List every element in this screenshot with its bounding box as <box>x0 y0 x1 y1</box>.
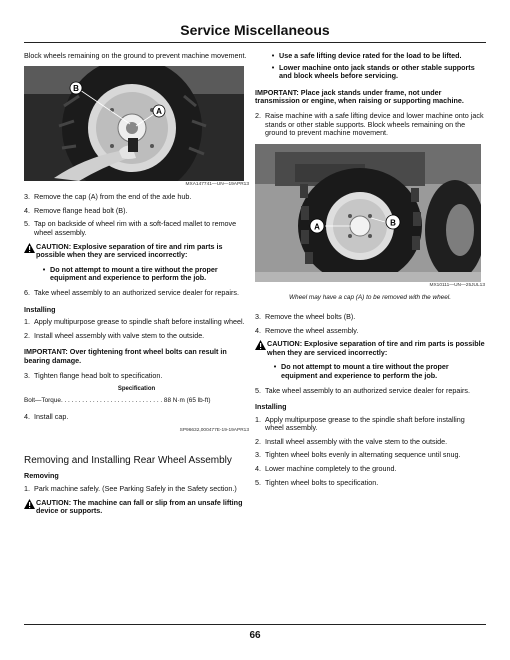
header-rule <box>24 42 486 43</box>
caution-bullet: • Do not attempt to mount a tire without the proper equipment and experience to perform the job. <box>273 362 449 380</box>
list-item: 2. Install wheel assembly with the valve stem to the outside. <box>255 436 448 446</box>
caution-block <box>255 340 485 357</box>
safety-bullet: • Lower machine onto jack stands or other stable supports and block wheels before servicing. <box>271 62 475 81</box>
removing-heading: Removing <box>24 471 59 481</box>
list-item: 3. Tighten flange head bolt to specification. <box>24 370 163 380</box>
list-item: 4. Install cap. <box>24 412 69 422</box>
photo2-caption: Wheel may have a cap (A) to be removed with the wheel. <box>289 294 451 302</box>
list-item: 4. Lower machine completely to the ground. <box>255 464 397 474</box>
photo1-reference: MXA147741—UN—19APR13 <box>185 181 249 187</box>
right-column <box>255 52 485 492</box>
list-item: 4. Remove the wheel assembly. <box>255 325 359 335</box>
list-item: 4. Remove flange head bolt (B). <box>24 205 128 215</box>
list-item: 3. Remove the wheel bolts (B). <box>255 311 356 321</box>
footer-rule <box>24 624 486 625</box>
list-item: 3. Remove the cap (A) from the end of the axle hub. <box>24 192 192 202</box>
section-title: Removing and Installing Rear Wheel Assembly <box>24 455 232 467</box>
page-number: 66 <box>249 630 261 641</box>
list-item: 2. Install wheel assembly with valve stem to the outside. <box>24 330 205 340</box>
caution-text: CAUTION: Explosive separation of tire and rim parts is possible when they are serviced incorrectly: <box>36 241 223 260</box>
list-item: 6. Take wheel assembly to an authorized service dealer for repairs. <box>24 287 239 297</box>
intro-text: Block wheels remaining on the ground to prevent machine movement. <box>24 51 247 60</box>
callout-a: A <box>156 106 162 116</box>
list-item: 1. Apply multipurpose grease to spindle shaft before installing wheel. <box>24 317 245 327</box>
section-reference: SP96632,000477E-19-19APR13 <box>179 427 249 433</box>
callout-b: B <box>73 83 79 93</box>
specification-heading: Specification <box>117 386 156 393</box>
list-item: 1. Park machine safely. (See Parking Safely in the Safety section.) <box>24 484 237 494</box>
page-header-title: Service Miscellaneous <box>180 22 330 38</box>
specification-value: Bolt—Torque. . . . . . . . . . . . . . . . . . . . . . . . . . . . . 88 N·m (65 lb-ft) <box>24 396 211 404</box>
caution-block <box>24 243 249 260</box>
caution-bullet: • Do not attempt to mount a tire without the proper equipment and experience to perform the job. <box>42 264 218 283</box>
list-item: 2. Raise machine with a safe lifting device and lower machine onto jack stands or other stable supports. Block wheels remaining on the ground to prevent machine movement. <box>255 110 484 138</box>
list-item: 5. Tighten wheel bolts to specification. <box>255 477 379 487</box>
list-item: 3. Tighten wheel bolts evenly in alternating sequence until snug. <box>255 450 461 460</box>
left-column <box>24 52 249 522</box>
front-wheel-photo <box>24 66 244 181</box>
rear-wheel-photo <box>255 144 481 282</box>
installing-heading: Installing <box>255 402 287 412</box>
warning-triangle-icon <box>24 499 36 516</box>
warning-triangle-icon <box>255 340 267 357</box>
list-item: 1. Apply multipurpose grease to the spindle shaft before installing wheel assembly. <box>255 414 465 433</box>
caution-text: CAUTION: The machine can fall or slip from an unsafe lifting device or supports. <box>36 497 243 516</box>
callout-a: A <box>314 222 320 232</box>
list-item: 5. Tap on backside of wheel rim with a soft-faced mallet to remove wheel assembly. <box>24 219 237 237</box>
list-item: 5. Take wheel assembly to an authorized service dealer for repairs. <box>255 385 470 395</box>
installing-heading: Installing <box>24 304 56 314</box>
remove-steps-list <box>24 193 249 237</box>
important-note: IMPORTANT: Place jack stands under frame, not under transmission or engine, when raising or supporting machine. <box>255 87 464 106</box>
caution-text: CAUTION: Explosive separation of tire and rim parts is possible when they are serviced incorrectly: <box>267 339 485 357</box>
photo2-reference: MX10111—UN—25JUL13 <box>429 282 485 288</box>
callout-b: B <box>390 218 396 228</box>
warning-triangle-icon <box>24 243 36 260</box>
safety-bullet: • Use a safe lifting device rated for the load to be lifted. <box>271 51 462 60</box>
caution-block <box>24 499 249 516</box>
important-note: IMPORTANT: Over tightening front wheel bolts can result in bearing damage. <box>24 347 227 365</box>
